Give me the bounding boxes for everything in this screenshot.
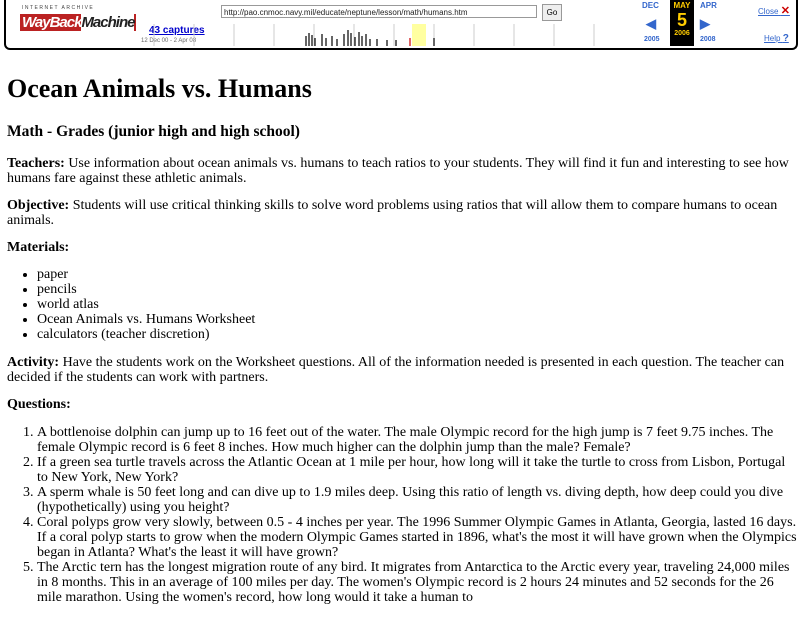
next-month-link[interactable]: APR [700,1,717,10]
list-item: • Ocean Animals vs. Humans Worksheet [37,312,797,327]
wayback-logo[interactable]: WayBackMachine [22,14,135,31]
prev-arrow-icon[interactable]: ◀ [646,16,656,31]
list-item: • calculators (teacher discretion) [37,327,797,342]
captures-link[interactable]: 43 captures [149,25,205,36]
capture-range: 12 Dec 00 - 2 Apr 08 [141,38,197,44]
materials-heading: Materials: [7,240,70,255]
question-item: 2. If a green sea turtle travels across the Atlantic Ocean at 1 mile per hour, how long will it take the turtle to cross from Lisbon, Portugal to New York, New York? [37,455,797,485]
prev-month-link[interactable]: DEC [642,1,659,10]
current-year: 2006 [674,30,690,37]
questions-list [7,425,797,605]
help-link[interactable]: Help ? [764,33,789,44]
capture-histogram[interactable] [144,24,634,46]
page-subtitle: Math - Grades (junior high and high school) [7,123,300,140]
list-item: • pencils [37,282,797,297]
prev-year[interactable]: 2005 [644,36,660,43]
help-icon[interactable]: ? [782,33,789,44]
next-arrow-icon[interactable]: ▶ [700,16,710,31]
lesson-content [7,74,797,618]
question-item: 1. A bottlenoise dolphin can jump up to 16 feet out of the water. The male Olympic record for the high jump is 7 feet 9.75 inches. The female Olympic record is 6 feet 8 inches. How much higher can the dolphin jump than the male? Female? [37,425,797,455]
close-link[interactable]: Close ✕ [758,5,790,17]
current-day: 5 [676,10,687,30]
current-month: MAY [673,1,691,10]
internet-archive-label: INTERNET ARCHIVE [22,5,95,11]
close-icon[interactable]: ✕ [780,5,790,17]
go-button[interactable]: Go [542,4,562,21]
current-date [670,0,694,46]
objective-paragraph: Objective: Students will use critical thinking skills to solve word problems using ratios that will allow them to compare humans to ocean animals. [7,198,778,228]
url-input[interactable]: http://pao.cnmoc.navy.mil/educate/neptune/lesson/math/humans.htm [221,5,537,18]
question-item: 3. A sperm whale is 50 feet long and can dive up to 1.9 miles deep. Using this ratio of length vs. diving depth, how deep could you dive (hypothetically) using you height? [37,485,797,515]
activity-paragraph: Activity: Have the students work on the Worksheet questions. All of the information needed is presented in each question. The teacher can decided if the students can work with partners. [7,355,785,385]
questions-heading: Questions: [7,397,71,412]
question-item: 4. Coral polyps grow very slowly, between 0.5 - 4 inches per year. The 1996 Summer Olympic Games in Atlanta, Georgia, lasted 16 days. If a coral polyp starts to grow when the modern Olympic Games started in 1896, what's the most it will have grown when the Olympics began in Atlanta? What's the least it will have grown? [37,515,797,560]
wayback-toolbar [4,0,798,50]
list-item: • paper [37,267,797,282]
materials-list [7,267,797,342]
page-title: Ocean Animals vs. Humans [7,74,312,103]
next-year[interactable]: 2008 [700,36,716,43]
list-item: • world atlas [37,297,797,312]
teachers-paragraph: Teachers: Use information about ocean animals vs. humans to teach ratios to your students. They will find it fun and interesting to see how humans fare against these athletic animals. [7,156,789,186]
question-item: 5. The Arctic tern has the longest migration route of any bird. It migrates from Antarctica to the Arctic every year, traveling 24,000 miles in 8 months. This in an average of 100 miles per day. The women's Olympic record is 2 hours 24 minutes and 52 seconds for the 26 mile marathon. Using the women's record, how long would it take a human to [37,560,797,605]
